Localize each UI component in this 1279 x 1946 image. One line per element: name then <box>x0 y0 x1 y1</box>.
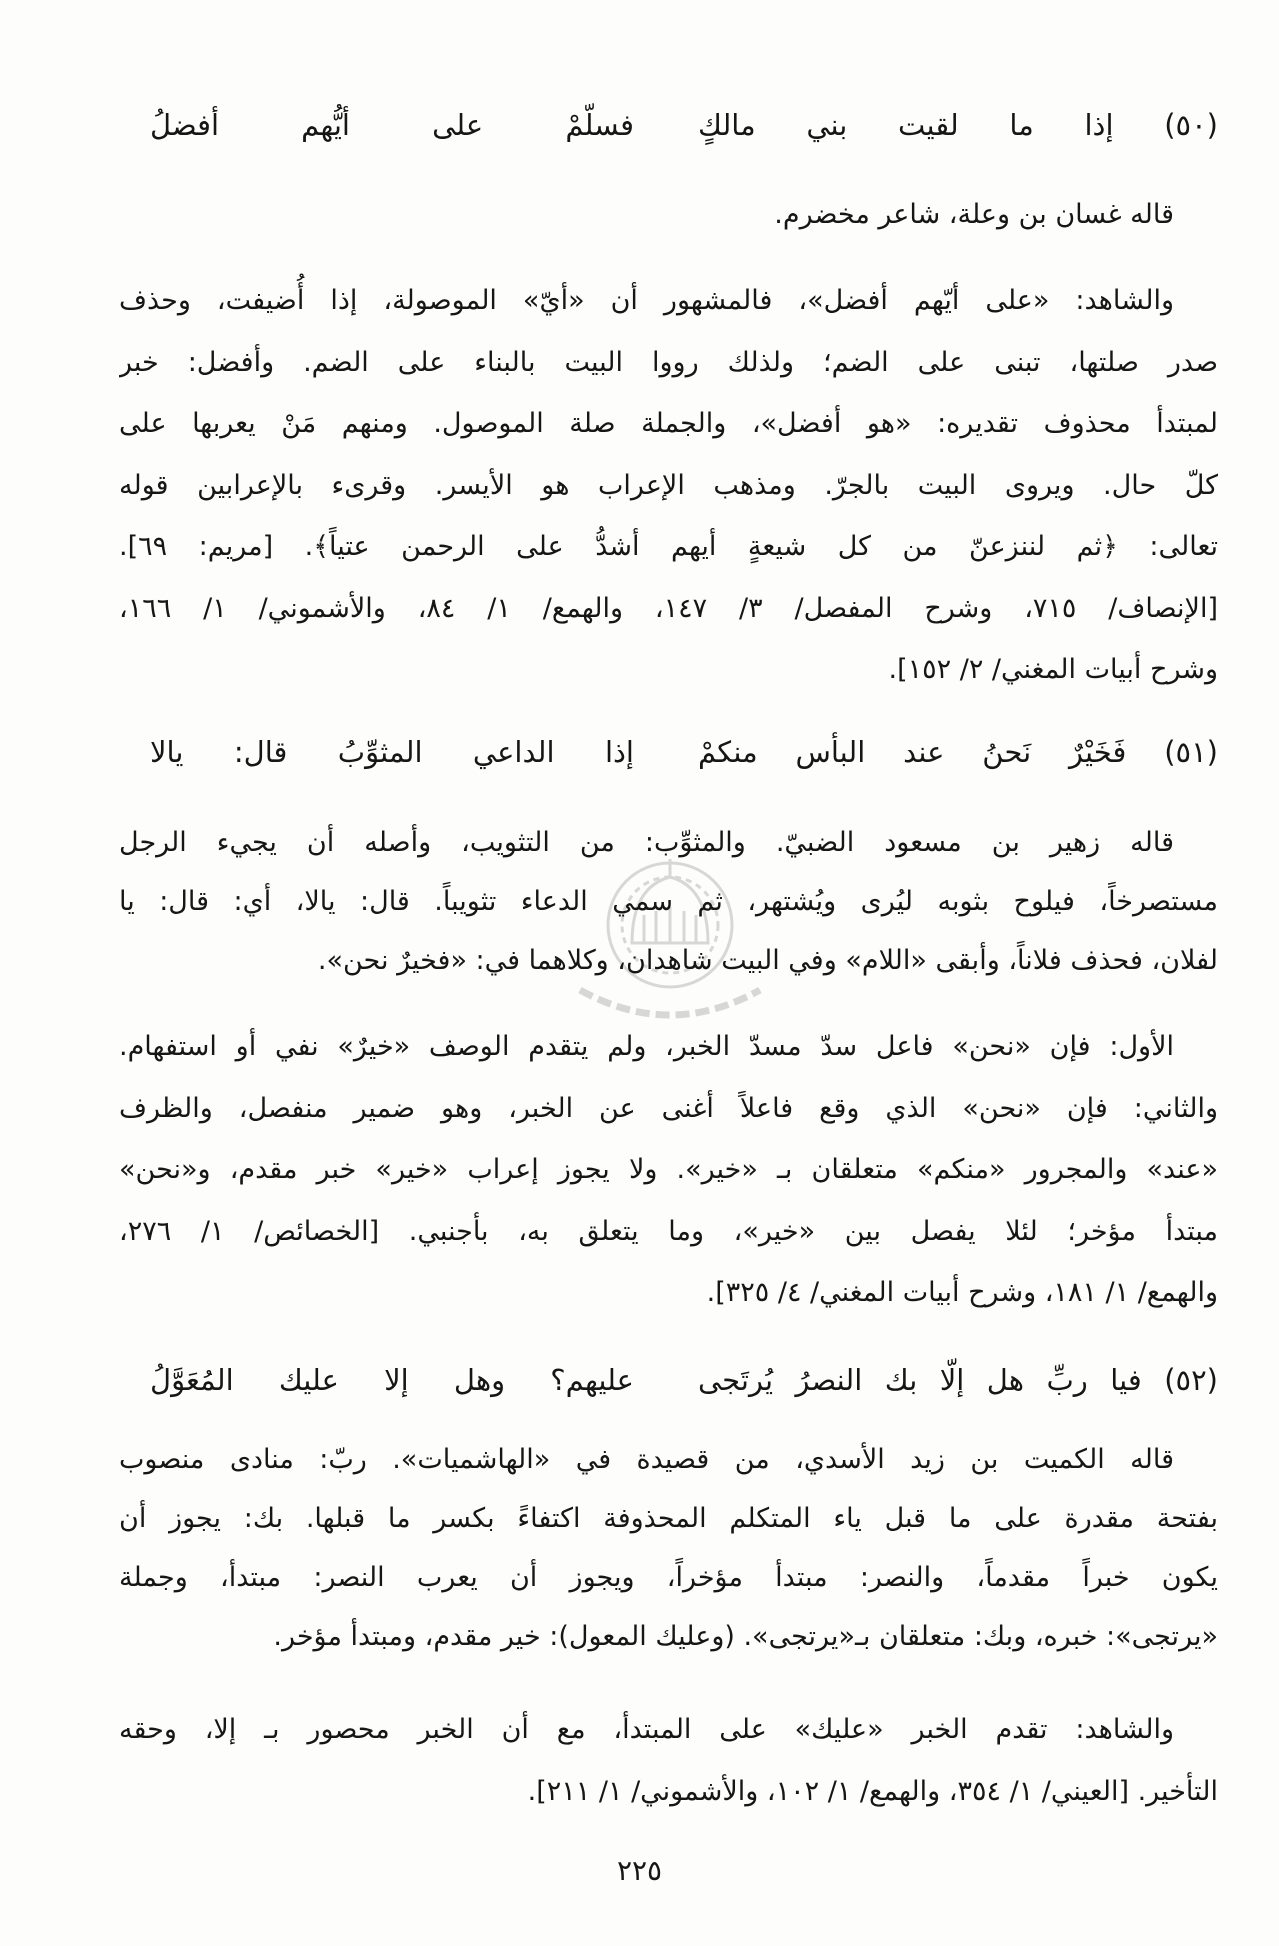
verse-50 <box>150 95 1218 155</box>
text-line: صدر صلتها، تبنى على الضم؛ ولذلك رووا البيت بالبناء على الضم. وأفضل: خبر <box>119 346 1218 378</box>
verse-51 <box>150 722 1218 782</box>
text-line: قاله الكميت بن زيد الأسدي، من قصيدة في «الهاشميات». ربّ: منادى منصوب <box>119 1444 1174 1475</box>
paragraph-poet-52 <box>119 1430 1218 1666</box>
text-line: الأول: فإن «نحن» فاعل سدّ مسدّ الخبر، ولم يتقدم الوصف «خيرٌ» نفي أو استفهام. <box>119 1031 1174 1062</box>
text-line: يكون خبراً مقدماً، والنصر: مبتدأ مؤخراً، ويجوز أن يعرب النصر: مبتدأ، وجملة <box>119 1562 1218 1593</box>
verse-52 <box>150 1350 1218 1410</box>
text-line: لفلان، فحذف فلاناً، وأبقى «اللام» وفي البيت شاهدان، وكلاهما في: «فخيرٌ نحن». <box>317 945 1218 976</box>
text-line: قاله زهير بن مسعود الضبيّ. والمثوِّب: من التثويب، وأصله أن يجيء الرجل <box>119 827 1174 858</box>
text-line: كلّ حال. ويروى البيت بالجرّ. ومذهب الإعراب هو الأيسر. وقرىء بالإعرابين قوله <box>119 469 1218 501</box>
text-line: «عند» والمجرور «منكم» متعلقان بـ «خير». ولا يجوز إعراب «خير» خبر مقدم، و«نحن» <box>119 1154 1218 1185</box>
text-line: والهمع/ ١/ ١٨١، وشرح أبيات المغني/ ٤/ ٣٢٥]. <box>706 1277 1218 1308</box>
text-line: لمبتدأ محذوف تقديره: «هو أفضل»، والجملة صلة الموصول. ومنهم مَنْ يعربها على <box>119 408 1218 439</box>
text-line: مبتدأ مؤخر؛ لئلا يفصل بين «خير»، وما يتعلق به، بأجنبي. [الخصائص/ ١/ ٢٧٦، <box>119 1215 1218 1247</box>
text-line: والشاهد: «على أيّهم أفضل»، فالمشهور أن «أيّ» الموصولة، إذا أُضيفت، وحذف <box>119 285 1174 316</box>
paragraph-shahid-50 <box>119 270 1218 701</box>
text-line: تعالى: ﴿ثم لننزعنّ من كل شيعةٍ أيهم أشدُّ على الرحمن عتياً﴾. [مريم: ٦٩]. <box>119 531 1218 562</box>
hemistich-second: إذا الداعي المثوِّبُ قال: يالا <box>150 735 634 769</box>
paragraph-poet-51 <box>119 813 1218 990</box>
text-line: مستصرخاً، فيلوح بثوبه ليُرى ويُشتهر، ثم سمي الدعاء تثويباً. قال: يالا، أي: قال: يا <box>119 886 1218 917</box>
text-line: وشرح أبيات المغني/ ٢/ ١٥٢]. <box>888 654 1218 685</box>
text-line: قاله غسان بن وعلة، شاعر مخضرم. <box>774 199 1174 230</box>
text-line: التأخير. [العيني/ ١/ ٣٥٤، والهمع/ ١/ ١٠٢، والأشموني/ ١/ ٢١١]. <box>527 1776 1218 1807</box>
paragraph-shahid-52 <box>119 1699 1218 1823</box>
hemistich-first: (٥٢) فيا ربِّ هل إلّا بك النصرُ يُرتَجى <box>698 1363 1218 1397</box>
text-line: [الإنصاف/ ٧١٥، وشرح المفصل/ ٣/ ١٤٧، والهمع/ ١/ ٨٤، والأشموني/ ١/ ١٦٦، <box>119 592 1218 624</box>
paragraph-poet-50 <box>119 185 1218 245</box>
hemistich-second: عليهم؟ وهل إلا عليك المُعَوَّلُ <box>150 1363 634 1397</box>
page-number: ٢٢٥ <box>616 1854 663 1887</box>
text-line: والثاني: فإن «نحن» الذي وقع فاعلاً أغنى عن الخبر، وهو ضمير منفصل، والظرف <box>119 1092 1218 1124</box>
text-line: «يرتجى»: خبره، وبك: متعلقان بـ«يرتجى». (وعليك المعول): خير مقدم، ومبتدأ مؤخر. <box>273 1621 1218 1652</box>
text-line: بفتحة مقدرة على ما قبل ياء المتكلم المحذوفة اكتفاءً بكسر ما قبلها. بك: يجوز أن <box>119 1503 1218 1534</box>
hemistich-first: (٥٠) إذا ما لقيت بني مالكٍ <box>698 108 1218 142</box>
paragraph-shahid-51 <box>119 1016 1218 1324</box>
text-line: والشاهد: تقدم الخبر «عليك» على المبتدأ، مع أن الخبر محصور بـ إلا، وحقه <box>119 1714 1174 1745</box>
hemistich-second: فسلّمْ على أيُّهم أفضلُ <box>150 108 634 142</box>
hemistich-first: (٥١) فَخَيْرٌ نَحنُ عند البأس منكمْ <box>698 735 1218 769</box>
